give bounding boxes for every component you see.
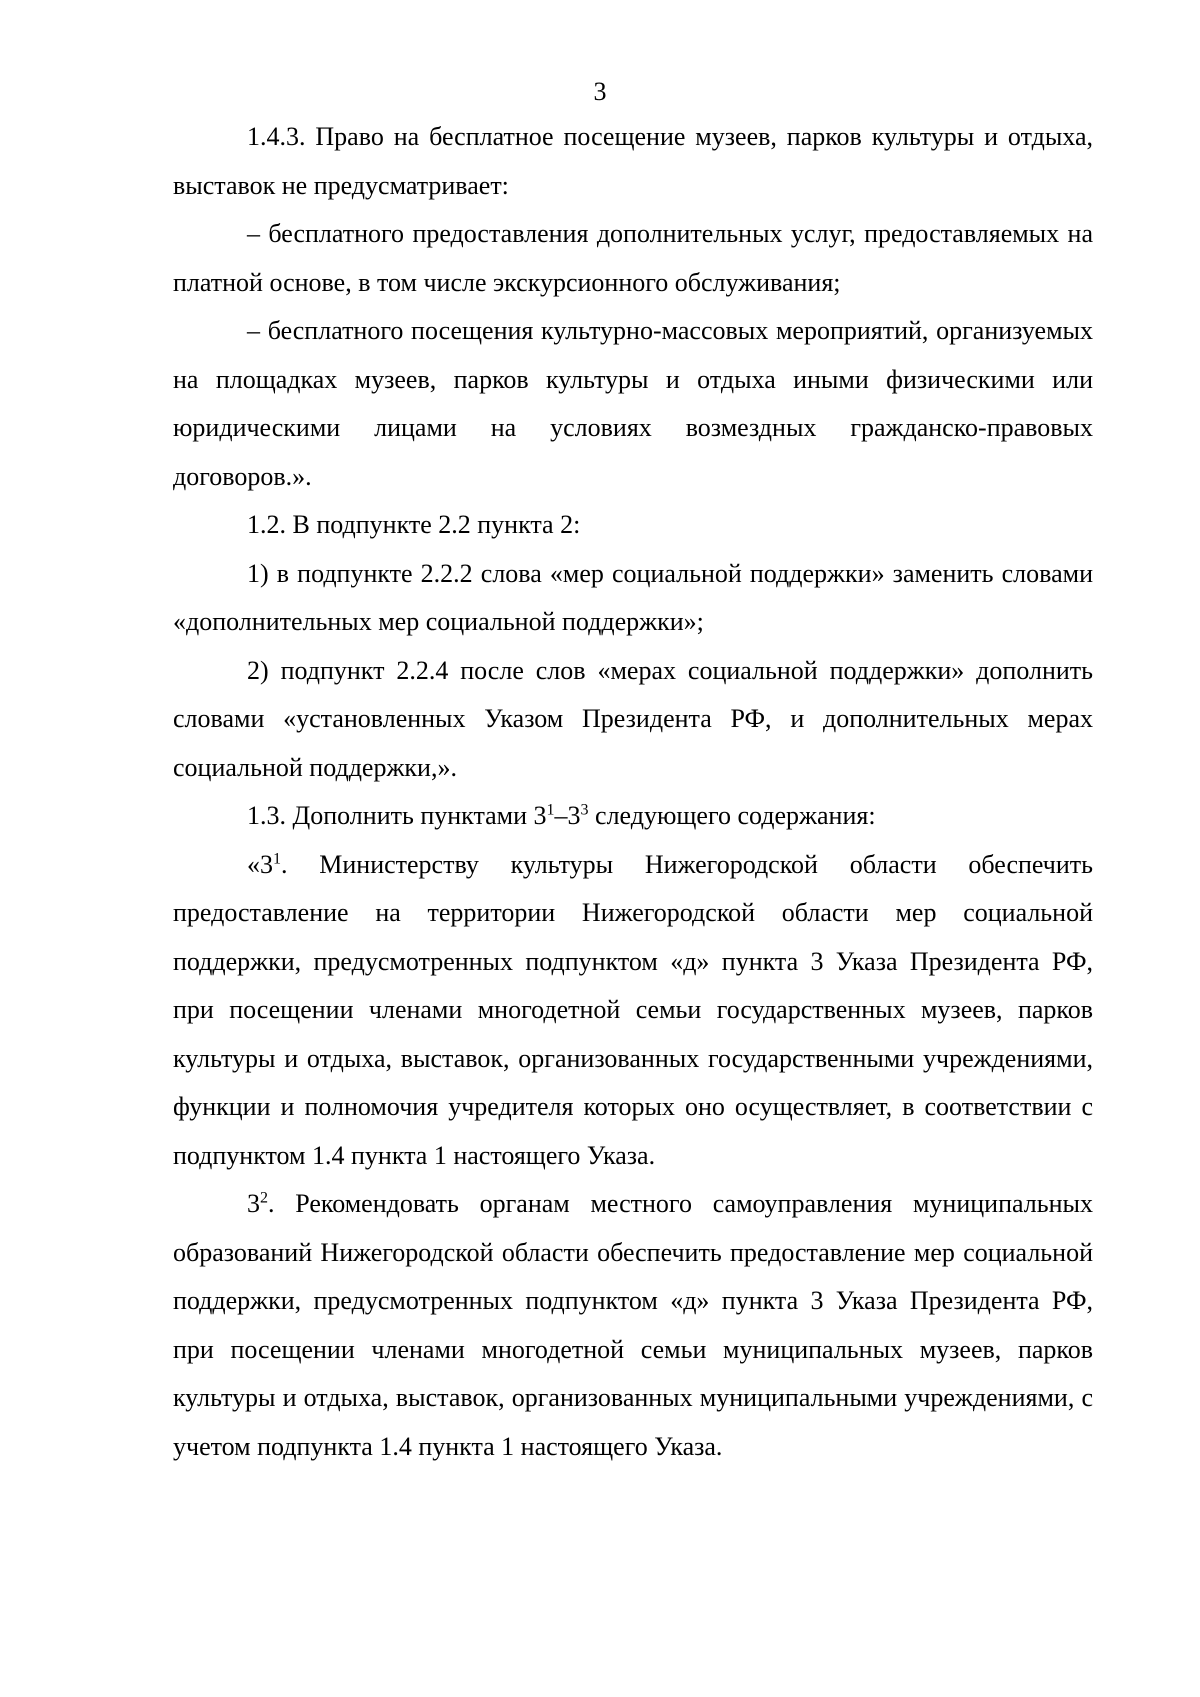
paragraph-1-2-item-1: 1) в подпункте 2.2.2 слова «мер социальной поддержки» заменить словами «дополнительных мер социальной поддержки»; (173, 558, 1093, 636)
paragraph-3-1-text: . Министерству культуры Нижегородской области обеспечить предоставление на территории Нижегородской области мер социальной поддержки, предусмотренных подпунктом «д» пункта 3 Указа Президента РФ, при посещении членами многодетной семьи государственных музеев, парков культуры и отдыха, выставок, организованных государственными учреждениями, функции и полномочия учредителя которых оно осуществляет, в соответствии с подпунктом 1.4 пункта 1 настоящего Указа. (173, 849, 1093, 1170)
paragraph-3-2-text: . Рекомендовать органам местного самоуправления муниципальных образований Нижегородской области обеспечить предоставление мер социальной поддержки, предусмотренных подпунктом «д» пункта 3 Указа Президента РФ, при посещении членами многодетной семьи муниципальных музеев, парков культуры и отдыха, выставок, организованных муниципальными учреждениями, с учетом подпункта 1.4 пункта 1 настоящего Указа. (173, 1189, 1093, 1461)
paragraph-3-1-number: «3 (247, 849, 273, 879)
paragraph-1-2-item-2: 2) подпункт 2.2.4 после слов «мерах социальной поддержки» дополнить словами «установленных Указом Президента РФ, и дополнительных мерах социальной поддержки,». (173, 655, 1093, 782)
paragraph-1-3-part-c: следующего содержания: (588, 801, 876, 830)
superscript-3: 3 (580, 801, 589, 819)
paragraph-1-3-part-b: –3 (554, 801, 581, 830)
page-number: 3 (593, 77, 607, 106)
superscript-2: 2 (260, 1189, 268, 1207)
document-body (173, 113, 1093, 1471)
paragraph-1-3-part-a: 1.3. Дополнить пунктами 3 (247, 801, 547, 830)
paragraph-3-2-number: 3 (247, 1189, 260, 1218)
list-item-cultural-events: – бесплатного посещения культурно-массовых мероприятий, организуемых на площадках музеев, парков культуры и отдыха иными физическими или юридическими лицами на условиях возмездных гражданско-правовых договоров.». (173, 316, 1093, 491)
paragraph-1-2: 1.2. В подпункте 2.2 пункта 2: (247, 510, 581, 539)
superscript-1: 1 (546, 801, 555, 819)
paragraph-1-4-3: 1.4.3. Право на бесплатное посещение музеев, парков культуры и отдыха, выставок не предусматривает: (173, 122, 1093, 200)
superscript-1: 1 (273, 849, 281, 867)
list-item-paid-services: – бесплатного предоставления дополнительных услуг, предоставляемых на платной основе, в том числе экскурсионного обслуживания; (173, 219, 1093, 297)
paragraph-1-3 (173, 792, 1093, 841)
paragraph-3-2 (173, 1180, 1093, 1471)
paragraph-3-1 (173, 841, 1093, 1181)
